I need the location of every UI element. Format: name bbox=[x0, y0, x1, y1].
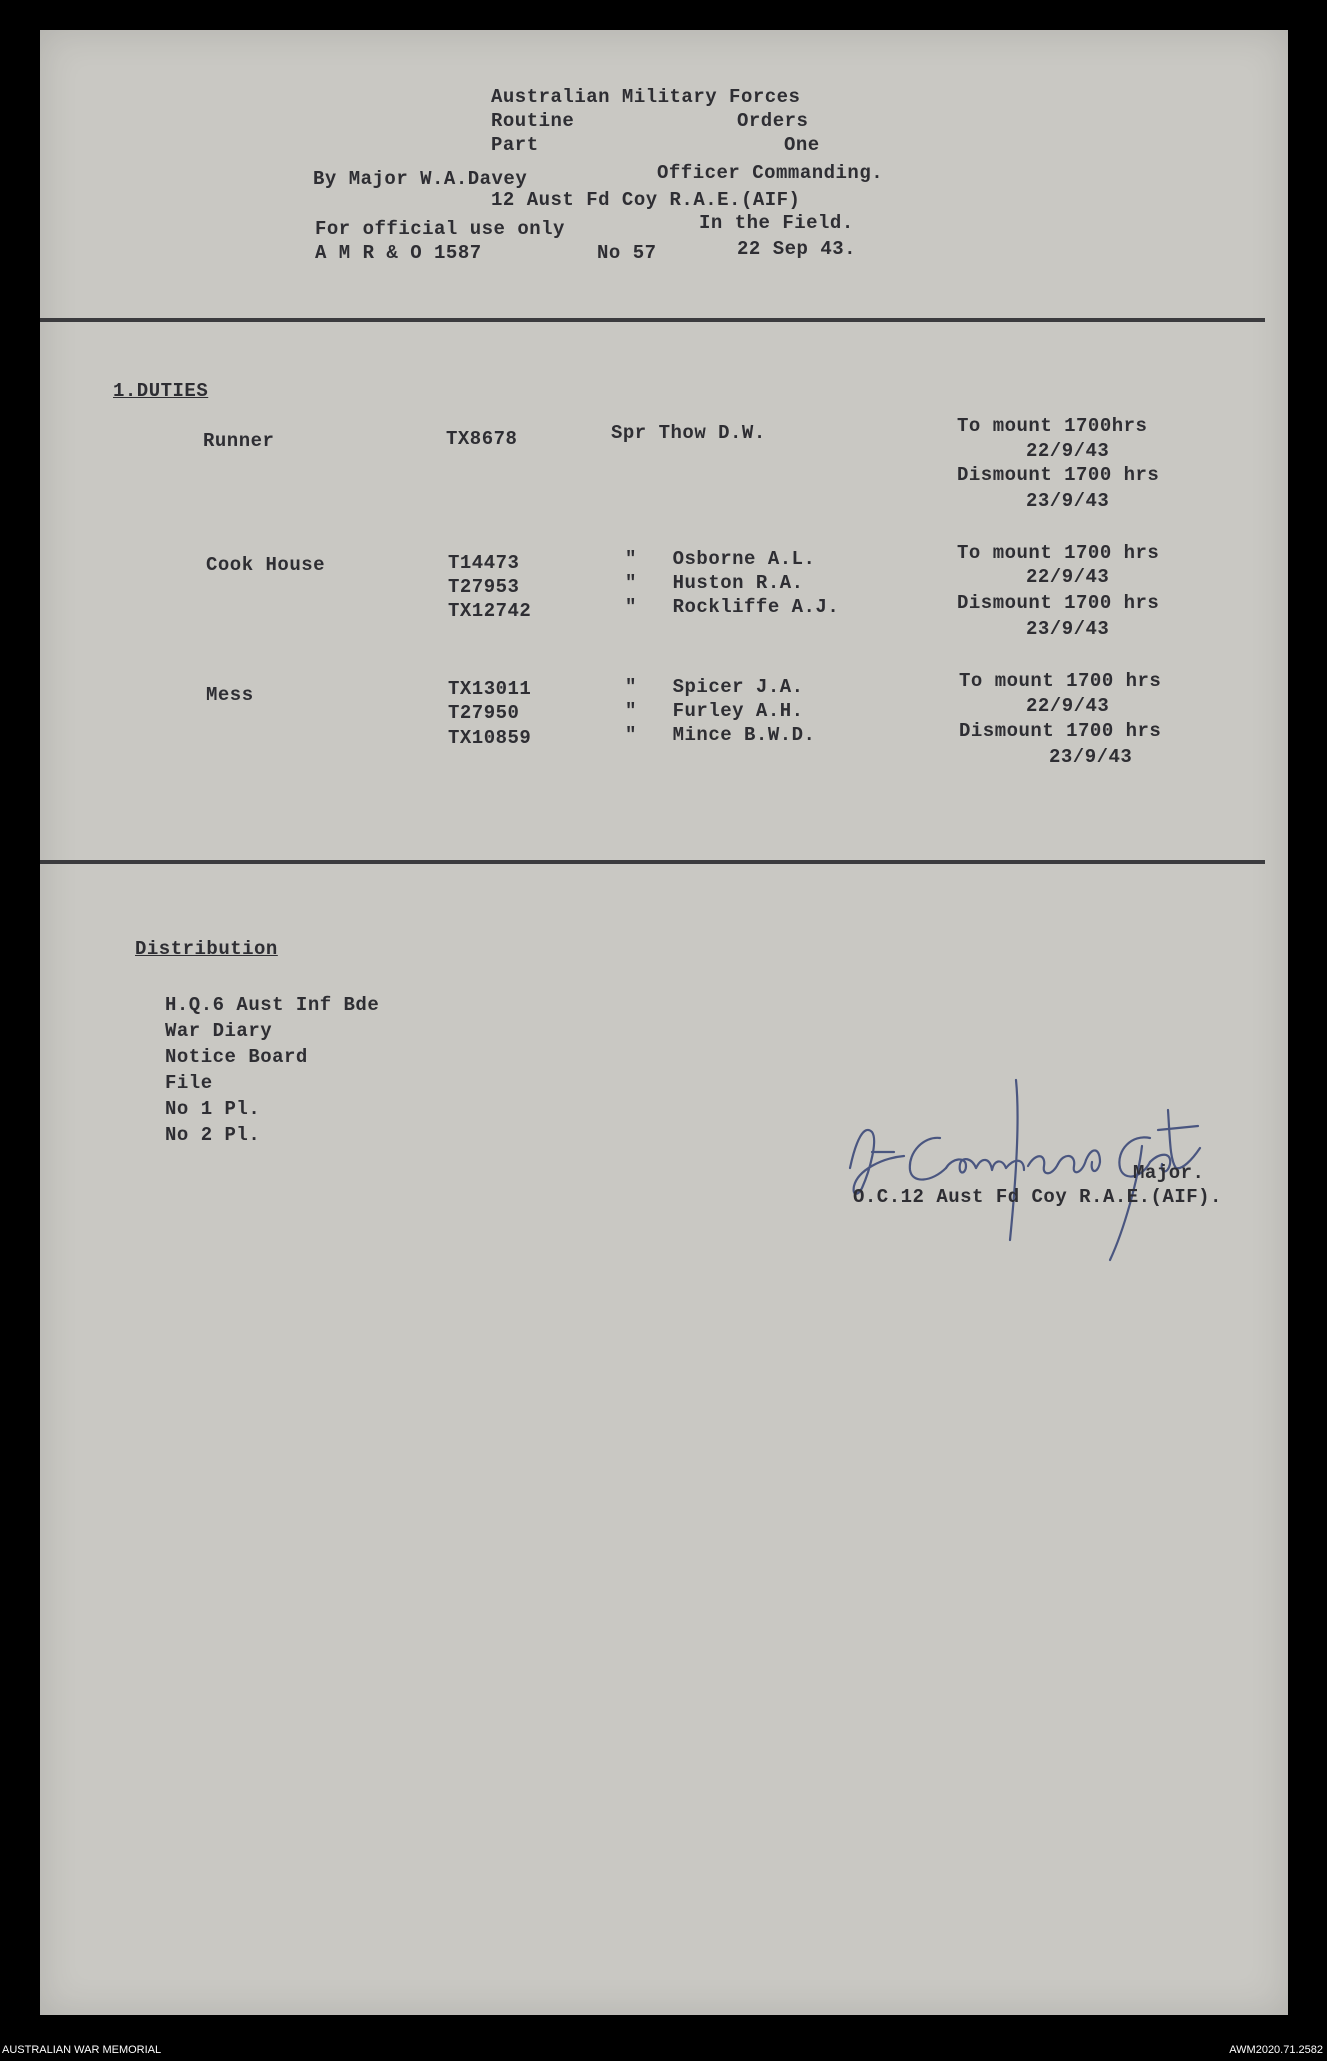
runner-dismount-date: 23/9/43 bbox=[1026, 490, 1110, 512]
document-page bbox=[40, 30, 1288, 2015]
mess-mount: To mount 1700 hrs bbox=[959, 670, 1162, 692]
header-one: One bbox=[784, 134, 820, 156]
cook-name-1: " Osborne A.L. bbox=[625, 548, 816, 570]
duties-heading: 1.DUTIES bbox=[113, 380, 209, 402]
signature-title: O.C.12 Aust Fd Coy R.A.E.(AIF). bbox=[853, 1186, 1222, 1208]
mess-number-3: TX10859 bbox=[448, 727, 532, 749]
duty-role-mess: Mess bbox=[206, 684, 254, 706]
header-in-the-field: In the Field. bbox=[699, 212, 854, 234]
mess-number-1: TX13011 bbox=[448, 678, 532, 700]
distribution-item: File bbox=[165, 1072, 213, 1094]
runner-name: Spr Thow D.W. bbox=[611, 422, 766, 444]
cook-number-2: T27953 bbox=[448, 576, 520, 598]
duty-role-runner: Runner bbox=[203, 430, 275, 452]
header-routine: Routine bbox=[491, 110, 575, 132]
mess-name-1: " Spicer J.A. bbox=[625, 676, 804, 698]
mess-dismount: Dismount 1700 hrs bbox=[959, 720, 1162, 742]
runner-mount-date: 22/9/43 bbox=[1026, 440, 1110, 462]
divider-top bbox=[40, 318, 1265, 322]
header-officer-commanding: Officer Commanding. bbox=[657, 162, 884, 184]
header-unit: 12 Aust Fd Coy R.A.E.(AIF) bbox=[491, 189, 801, 211]
divider-middle bbox=[40, 860, 1265, 864]
mess-name-3: " Mince B.W.D. bbox=[625, 724, 816, 746]
header-number: No 57 bbox=[597, 242, 657, 264]
header-line-1: Australian Military Forces bbox=[491, 86, 801, 108]
header-ref: A M R & O 1587 bbox=[315, 242, 482, 264]
mess-mount-date: 22/9/43 bbox=[1026, 695, 1110, 717]
cook-mount-date: 22/9/43 bbox=[1026, 566, 1110, 588]
footer-accession-number: AWM2020.71.2582 bbox=[1229, 2044, 1323, 2056]
distribution-item: Notice Board bbox=[165, 1046, 308, 1068]
handwritten-signature bbox=[820, 1040, 1300, 1270]
footer-institution: AUSTRALIAN WAR MEMORIAL bbox=[2, 2044, 162, 2056]
distribution-item: No 1 Pl. bbox=[165, 1098, 261, 1120]
distribution-item: No 2 Pl. bbox=[165, 1124, 261, 1146]
header-date: 22 Sep 43. bbox=[737, 238, 857, 260]
header-orders: Orders bbox=[737, 110, 809, 132]
mess-dismount-date: 23/9/43 bbox=[1049, 746, 1133, 768]
runner-number: TX8678 bbox=[446, 428, 518, 450]
distribution-item: War Diary bbox=[165, 1020, 273, 1042]
header-part: Part bbox=[491, 134, 539, 156]
duty-role-cook-house: Cook House bbox=[206, 554, 326, 576]
cook-number-3: TX12742 bbox=[448, 600, 532, 622]
cook-mount: To mount 1700 hrs bbox=[957, 542, 1160, 564]
cook-name-3: " Rockliffe A.J. bbox=[625, 596, 840, 618]
header-official-use: For official use only bbox=[315, 218, 565, 240]
signature-rank: Major. bbox=[1133, 1162, 1205, 1184]
cook-dismount-date: 23/9/43 bbox=[1026, 618, 1110, 640]
mess-name-2: " Furley A.H. bbox=[625, 700, 804, 722]
runner-mount: To mount 1700hrs bbox=[957, 415, 1148, 437]
header-issuer: By Major W.A.Davey bbox=[313, 168, 528, 190]
cook-name-2: " Huston R.A. bbox=[625, 572, 804, 594]
distribution-item: H.Q.6 Aust Inf Bde bbox=[165, 994, 380, 1016]
distribution-heading: Distribution bbox=[135, 938, 278, 960]
cook-number-1: T14473 bbox=[448, 552, 520, 574]
cook-dismount: Dismount 1700 hrs bbox=[957, 592, 1160, 614]
runner-dismount: Dismount 1700 hrs bbox=[957, 464, 1160, 486]
mess-number-2: T27950 bbox=[448, 702, 520, 724]
